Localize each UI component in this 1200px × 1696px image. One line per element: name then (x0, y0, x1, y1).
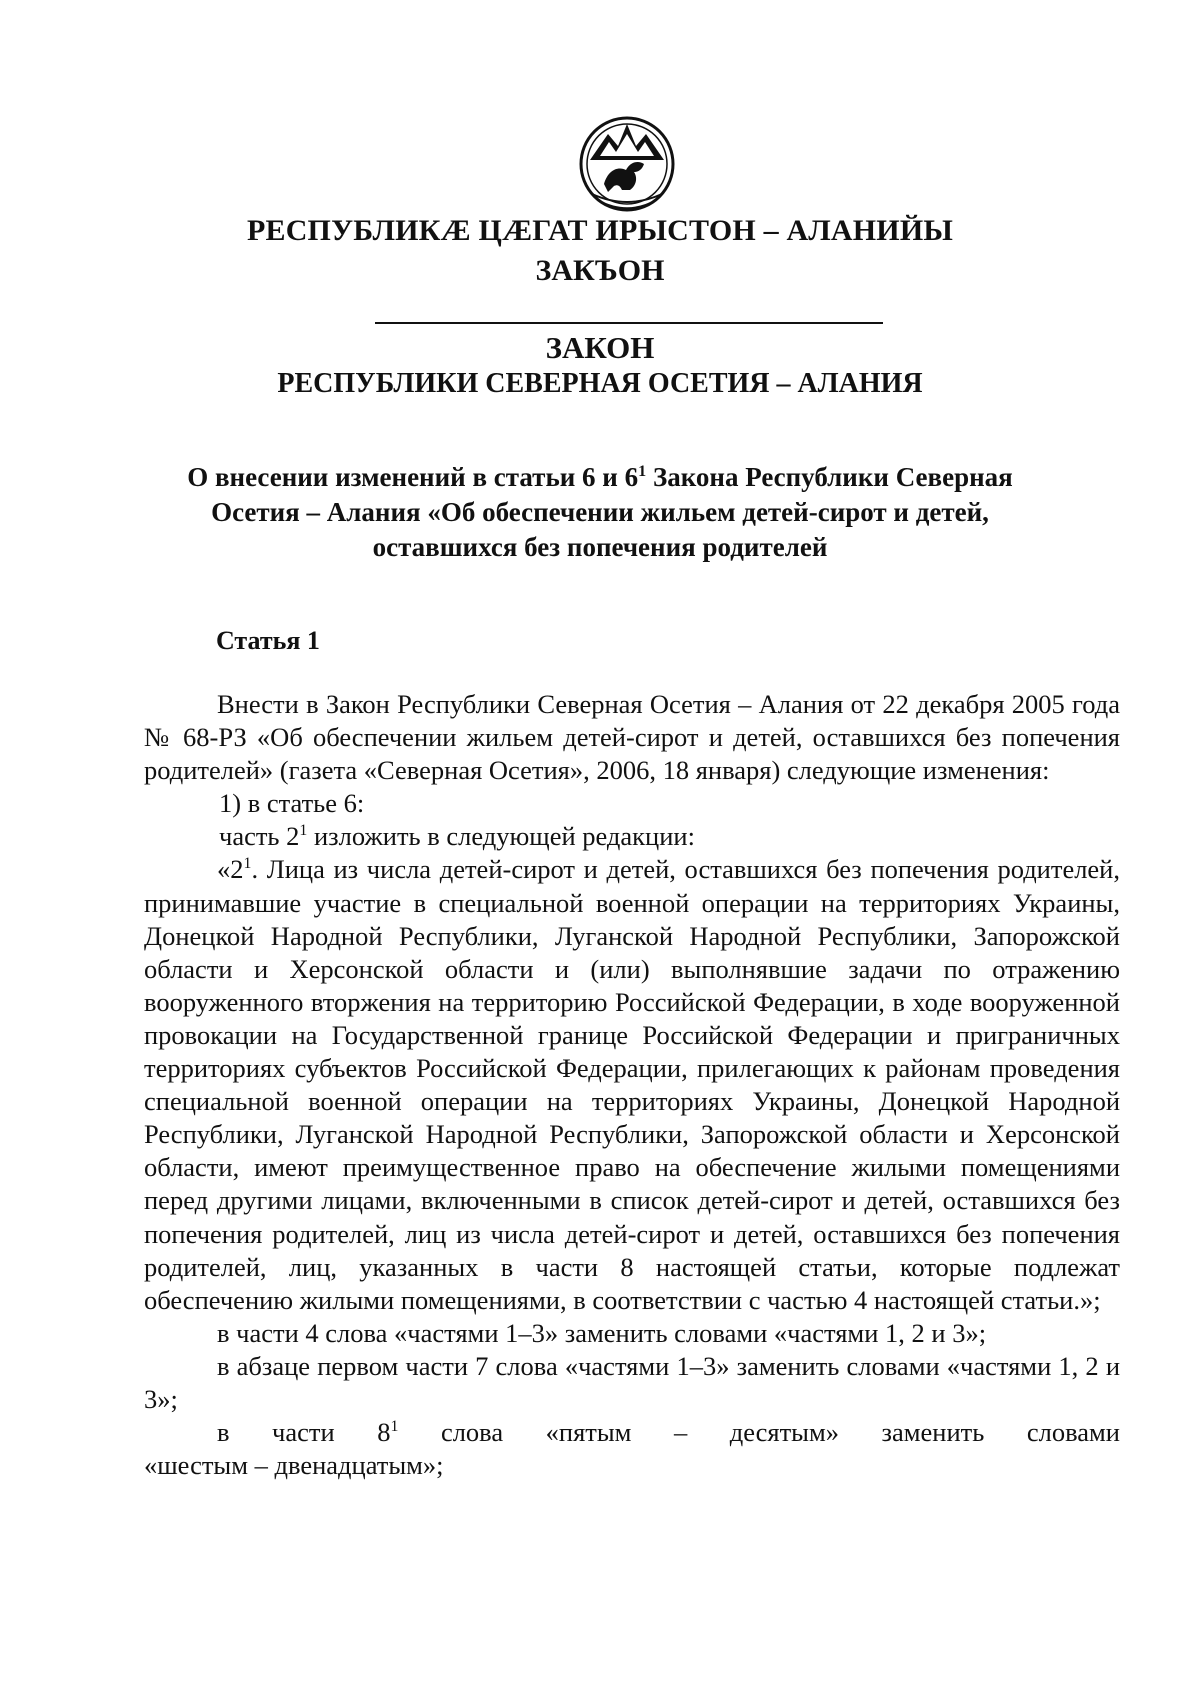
header-divider (375, 322, 883, 324)
article-change-2: в абзаце первом части 7 слова «частями 1–3» заменить словами «частями 1, 2 и 3»; (144, 1350, 1120, 1414)
article-change-3: в части $8^1$ слова «пятым – десятым» заменить словами (217, 1417, 1120, 1448)
russian-republic-name: РЕСПУБЛИКИ СЕВЕРНАЯ ОСЕТИЯ – АЛАНИЯ (277, 368, 923, 399)
law-title-line-1: О внесении изменений в статьи 6 и $6^1$ Закона Республики Северная (187, 462, 1013, 492)
law-title-line-2: Осетия – Алания «Об обеспечении жильем детей-сирот и детей, (211, 497, 989, 527)
ossetian-republic-name: РЕСПУБЛИКÆ ЦÆГАТ ИРЫСТОН – АЛАНИЙЫ (246, 214, 954, 247)
article-intro-paragraph: Внести в Закон Республики Северная Осетия – Алания от 22 декабря 2005 года № 68-РЗ «Об обеспечении жильем детей-сирот и детей, оставшихся без попечения родителей» (газета «Северная Осетия», 2006, 18 января) следующие изменения: (144, 689, 1120, 786)
article-body (144, 688, 1120, 1482)
ossetian-law-title: ЗАКЪОН (535, 254, 665, 287)
article-heading: Статья 1 (216, 626, 320, 655)
russian-law-title: ЗАКОН (545, 330, 655, 365)
coat-of-arms-icon (578, 112, 676, 220)
law-title (160, 460, 1040, 565)
article-part-instruction: часть $2^1$ изложить в следующей редакции: (219, 821, 695, 852)
article-quoted-paragraph: «$2^1$. Лица из числа детей-сирот и детей, оставшихся без попечения родителей, принимавшие участие в специальной военной операции на территориях Украины, Донецкой Народной Республики, Луганской Народной Республики, Запорожской области и Херсонской области и (или) выполнявшие задачи по отражению вооруженного вторжения на территорию Российской Федерации, в ходе вооруженной провокации на Государственной границе Российской Федерации и приграничных территориях субъектов Российской Федерации, прилегающих к районам проведения специальной военной операции на территориях Украины, Донецкой Народной Республики, Луганской Народной Республики, Запорожской области и Херсонской области, имеют преимущественное право на обеспечение жилыми помещениями перед другими лицами, включенными в список детей-сирот и детей, оставшихся без попечения родителей, лиц из числа детей-сирот и детей, оставшихся без попечения родителей, лиц, указанных в части 8 настоящей статьи, которые подлежат обеспечению жилыми помещениями, в соответствии с частью 4 настоящей статьи.»; (144, 854, 1120, 1315)
article-item-1: 1) в статье 6: (219, 788, 365, 819)
law-title-line-3: оставшихся без попечения родителей (372, 532, 828, 562)
article-change-1: в части 4 слова «частями 1–3» заменить словами «частями 1, 2 и 3»; (217, 1317, 987, 1348)
article-change-3-continuation: «шестым – двенадцатым»; (144, 1450, 444, 1481)
